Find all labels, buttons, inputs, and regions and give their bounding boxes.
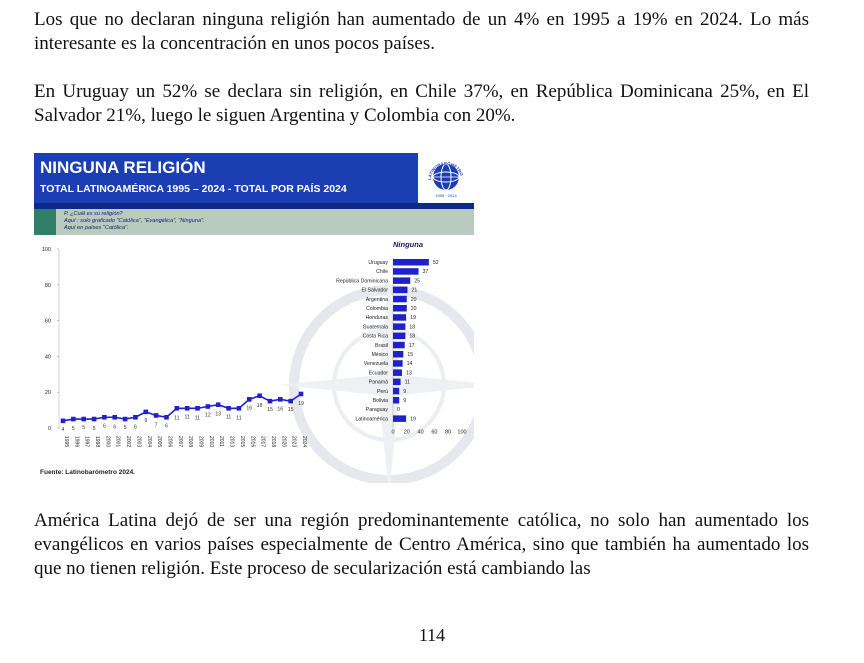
data-label: 5 xyxy=(92,426,96,433)
bar-value-label: 19 xyxy=(410,315,416,322)
x-tick-label: 2016 xyxy=(249,436,256,448)
paragraph-2: En Uruguay un 52% se declara sin religión, en Chile 37%, en República Dominicana 25%, en El Salvador 21%, luego le siguen Argentina y Colombia con 20%. xyxy=(34,81,809,126)
data-label: 16 xyxy=(277,406,284,413)
bar-value-label: 0 xyxy=(397,407,400,414)
data-label: 11 xyxy=(236,415,242,422)
data-point xyxy=(164,415,169,420)
figure-source: Fuente: Latinobarómetro 2024. xyxy=(40,469,135,476)
bar-category-label: Paraguay xyxy=(365,407,388,414)
data-label: 12 xyxy=(204,412,211,419)
bar-x-tick-label: 60 xyxy=(431,429,438,436)
data-point xyxy=(288,399,293,404)
question-line: Aquí en países "Católica". xyxy=(64,225,129,231)
y-tick-label: 0 xyxy=(47,426,51,432)
data-label: 18 xyxy=(256,402,263,409)
bar xyxy=(393,287,407,294)
x-tick-label: 2011 xyxy=(218,436,225,447)
bar-category-label: Guatemala xyxy=(362,324,388,331)
bar-chart-title: Ninguna xyxy=(393,240,423,249)
x-tick-label: 2009 xyxy=(197,436,204,448)
x-tick-label: 2000 xyxy=(104,436,111,448)
x-tick-label: 2023 xyxy=(290,436,297,448)
y-tick-label: 40 xyxy=(44,354,51,361)
x-tick-label: 2008 xyxy=(187,436,194,448)
bar xyxy=(393,369,402,376)
figure-ninguna-religion xyxy=(34,153,474,483)
question-line: P. ¿Cuál es su religión? xyxy=(64,211,123,217)
bar-value-label: 15 xyxy=(407,352,414,358)
logo-years: 1995 · 2024 xyxy=(435,193,457,198)
bar-category-label: Bolivia xyxy=(372,398,388,404)
data-label: 6 xyxy=(102,423,106,430)
bar xyxy=(393,314,406,321)
bar-value-label: 19 xyxy=(410,416,416,423)
bar-category-label: República Dominicana xyxy=(336,278,388,285)
bar-value-label: 18 xyxy=(409,333,416,340)
y-tick-label: 20 xyxy=(44,390,51,397)
paragraph-3: América Latina dejó de ser una región predominantemente católica, no solo han aumentado los evangélicos en varios países especialmente de Centro América, sino que también ha aumentado los que no tienen religión. Este proceso de secularización está cambiando las xyxy=(34,510,809,579)
bar-x-tick-label: 80 xyxy=(445,429,452,436)
data-label: 16 xyxy=(246,405,253,412)
country-bar-chart xyxy=(336,240,467,436)
bar xyxy=(393,379,401,386)
data-point xyxy=(278,397,283,402)
x-tick-label: 2024 xyxy=(301,436,307,448)
data-label: 7 xyxy=(154,422,158,429)
data-point xyxy=(154,413,159,418)
bar-value-label: 37 xyxy=(422,269,429,276)
data-point xyxy=(257,393,262,398)
x-tick-label: 1998 xyxy=(94,436,101,448)
x-tick-label: 2002 xyxy=(125,436,132,448)
data-point xyxy=(175,406,180,411)
data-point xyxy=(81,417,86,422)
data-label: 4 xyxy=(61,426,65,433)
data-point xyxy=(71,417,76,422)
bar xyxy=(393,323,405,330)
data-label: 11 xyxy=(174,415,180,422)
bar xyxy=(393,342,405,349)
y-tick-label: 80 xyxy=(44,282,51,289)
data-point xyxy=(112,415,117,420)
data-label: 13 xyxy=(215,411,222,418)
data-label: 9 xyxy=(144,417,148,424)
x-tick-label: 2007 xyxy=(176,436,183,448)
x-tick-label: 2015 xyxy=(238,436,245,448)
bar-value-label: 14 xyxy=(406,361,413,368)
bar xyxy=(393,397,399,404)
bar-category-label: Brasil xyxy=(375,342,388,349)
x-tick-label: 2013 xyxy=(228,436,235,448)
data-point xyxy=(133,415,138,420)
x-tick-label: 2005 xyxy=(156,436,163,448)
bar-category-label: Venezuela xyxy=(363,361,388,368)
x-tick-label: 1997 xyxy=(83,436,90,448)
data-point xyxy=(216,402,221,407)
data-point xyxy=(268,399,273,404)
data-point xyxy=(299,392,304,397)
data-point xyxy=(247,397,252,402)
x-tick-label: 2003 xyxy=(135,436,142,448)
latinobarometro-logo xyxy=(418,153,474,203)
data-label: 15 xyxy=(267,407,273,414)
data-label: 6 xyxy=(113,424,117,431)
paragraph-1: Los que no declaran ninguna religión han aumentado de un 4% en 1995 a 19% en 2024. Lo más interesante es la concentración en unos pocos países. xyxy=(34,9,809,54)
data-label: 6 xyxy=(165,423,168,430)
question-text xyxy=(64,211,205,232)
bar-category-label: Uruguay xyxy=(368,260,388,266)
bar-value-label: 21 xyxy=(411,287,418,294)
data-label: 19 xyxy=(298,400,304,407)
question-bar xyxy=(34,209,474,235)
data-label: 15 xyxy=(287,407,294,414)
bar-x-tick-label: 40 xyxy=(417,429,424,436)
bar xyxy=(393,360,403,367)
bar-category-label: Panamá xyxy=(368,379,388,386)
data-label: 5 xyxy=(71,426,75,433)
data-label: 11 xyxy=(194,415,201,422)
bar-value-label: 20 xyxy=(410,306,417,312)
page-number: 114 xyxy=(418,625,446,645)
bar-x-tick-label: 20 xyxy=(403,429,410,436)
bar xyxy=(393,296,407,303)
bar-category-label: Argentina xyxy=(365,296,388,303)
bar xyxy=(393,259,429,266)
x-tick-label: 2020 xyxy=(280,436,287,448)
trend-line xyxy=(63,394,301,421)
bar-category-label: Honduras xyxy=(365,315,388,322)
x-tick-label: 1995 xyxy=(63,436,69,448)
bar-value-label: 11 xyxy=(404,379,410,386)
data-point xyxy=(92,417,97,422)
x-tick-label: 2001 xyxy=(114,436,121,448)
y-tick-label: 100 xyxy=(41,247,51,253)
bar xyxy=(393,351,403,358)
bar xyxy=(393,305,407,312)
bar xyxy=(393,333,405,340)
bar-category-label: Latinoamérica xyxy=(355,416,388,423)
data-label: 5 xyxy=(123,425,127,432)
x-tick-label: 2018 xyxy=(269,436,276,448)
bar-x-tick-label: 100 xyxy=(457,429,467,436)
bar-value-label: 25 xyxy=(414,278,421,285)
data-point xyxy=(123,417,128,422)
bar-category-label: Perú xyxy=(377,388,388,395)
bar-category-label: Chile xyxy=(376,269,388,276)
y-tick-label: 60 xyxy=(44,318,51,325)
data-point xyxy=(61,419,66,424)
bar xyxy=(393,388,399,395)
figure-subtitle: TOTAL LATINOAMÉRICA 1995 – 2024 - TOTAL POR PAÍS 2024 xyxy=(40,183,347,195)
bar-value-label: 17 xyxy=(408,342,415,349)
bar-value-label: 52 xyxy=(432,260,439,266)
data-point xyxy=(143,410,148,415)
bar-x-tick-label: 0 xyxy=(391,429,395,436)
bar-category-label: Colombia xyxy=(366,306,388,312)
data-point xyxy=(226,406,231,411)
data-point xyxy=(185,406,190,411)
x-tick-label: 2004 xyxy=(145,436,152,448)
bar-category-label: México xyxy=(371,352,388,358)
chart-area xyxy=(34,235,474,483)
data-label: 11 xyxy=(184,414,190,421)
x-tick-label: 2006 xyxy=(166,436,173,448)
data-label: 11 xyxy=(225,414,232,421)
data-label: 5 xyxy=(82,425,86,432)
figure-header xyxy=(34,153,474,203)
bar-category-label: Ecuador xyxy=(368,370,388,377)
bar-value-label: 20 xyxy=(410,296,417,303)
bar-category-label: El Salvador xyxy=(361,287,388,294)
bar-value-label: 9 xyxy=(403,388,407,395)
question-marker xyxy=(34,209,56,235)
question-line: Aquí : solo graficado "Católica", "Evangélica", "Ninguna". xyxy=(64,218,205,224)
bar xyxy=(393,268,419,275)
bar-value-label: 9 xyxy=(403,398,407,404)
bar-value-label: 18 xyxy=(409,324,416,331)
figure-title: NINGUNA RELIGIÓN xyxy=(40,158,206,177)
data-point xyxy=(237,406,242,411)
trend-line-chart xyxy=(42,247,307,447)
data-point xyxy=(195,406,200,411)
logo-lettering: LATINOBARÓMETRO xyxy=(426,160,465,181)
data-point xyxy=(102,415,107,420)
x-tick-label: 2010 xyxy=(207,436,214,448)
x-tick-label: 2017 xyxy=(259,436,266,448)
bar-category-label: Costa Rica xyxy=(362,333,388,340)
bar xyxy=(393,277,410,284)
x-tick-label: 1996 xyxy=(73,436,80,448)
data-point xyxy=(206,404,211,409)
bar-value-label: 13 xyxy=(405,370,412,377)
data-label: 6 xyxy=(133,424,137,431)
bar xyxy=(393,415,406,422)
